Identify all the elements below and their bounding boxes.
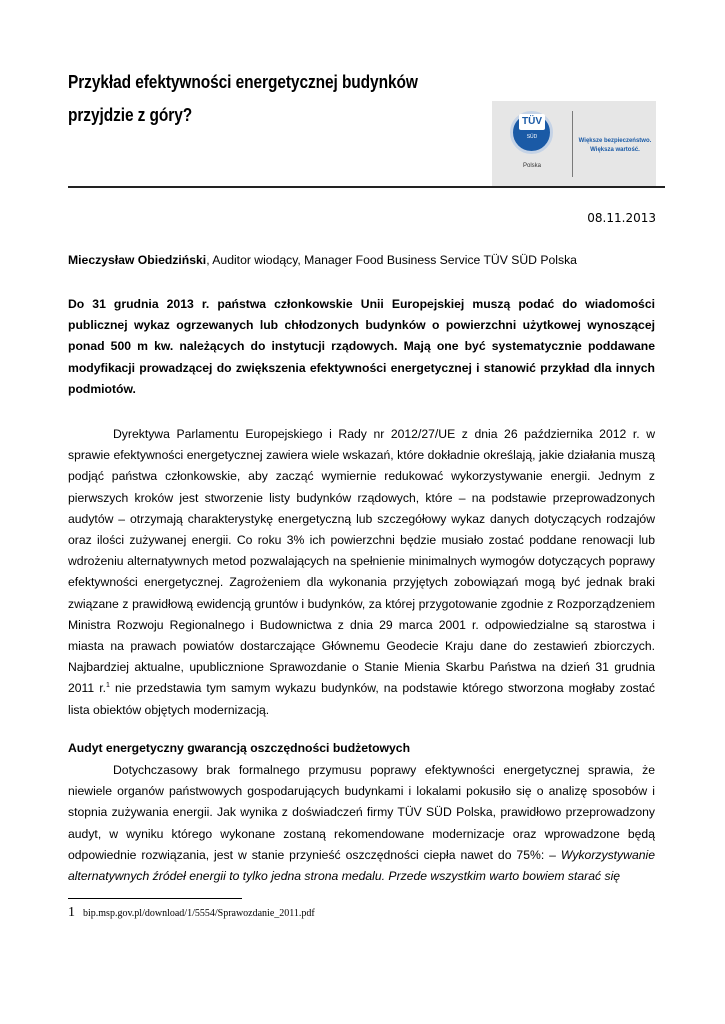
author-name: Mieczysław Obiedziński — [68, 253, 207, 267]
footnote-link[interactable]: bip.msp.gov.pl/download/1/5554/Sprawozdanie_2011.pdf — [83, 908, 315, 919]
footnote — [68, 905, 315, 921]
section-heading: Audyt energetyczny gwarancją oszczędności budżetowych — [68, 741, 411, 755]
paragraph-text: Dyrektywa Parlamentu Europejskiego i Rady nr 2012/27/UE z dnia 26 października 2012 r. w sprawie efektywności energetycznej zawiera wiele wskazań, które dokładnie określają, jakie działania muszą podjąć państwa członkowskie, aby zacząć wymiernie redukować wykorzystywanie energii. Jednym z pierwszych kroków jest stworzenie listy budynków rządowych, które – na podstawie przeprowadzonych audytów – otrzymają charakterystykę energetyczną lub szczegółowy wykaz danych dotyczących rodzajów oraz ilości zużywanej energii. Co roku 3% ich powierzchni będzie musiało zostać poddane renowacji lub wdrożeniu alternatywnych metod pozwalających na spełnienie minimalnych wymogów dotyczących poprawy efektywności energetycznej. Zagrożeniem dla wykonania przyjętych zobowiązań mogą być jednak braki związane z prawidłową ewidencją gruntów i budynków, za której przygotowanie zgodnie z Rozporządzeniem Ministra Rozwoju Regionalnego i Budownictwa z dnia 29 marca 2001 r. odpowiedzialne są starostwa i miasta na prawach powiatów dostarczające Głównemu Geodecie Kraju dane do zestawień zbiorczych. Najbardziej aktualne, upublicznione Sprawozdanie o Stanie Mienia Skarbu Państwa na dzień 31 grudnia 2011 r. — [68, 427, 655, 696]
paragraph-text-continued: nie przedstawia tym samym wykazu budynków, na podstawie którego stworzona mogłaby zostać lista obiektów objętych modernizacją. — [68, 681, 655, 717]
header-divider — [68, 186, 665, 188]
publication-date: 08.11.2013 — [587, 211, 656, 225]
logo-slogan — [576, 137, 654, 155]
title-line-2: przyjdzie z góry? — [68, 105, 193, 125]
tuv-sud-logo — [492, 101, 656, 186]
lead-paragraph: Do 31 grudnia 2013 r. państwa członkowskie Unii Europejskiej muszą podać do wiadomości publicznej wykaz ogrzewanych lub chłodzonych budynków o powierzchni użytkowej wynoszącej ponad 500 m kw. należących do instytucji rządowych. Mają one być systematycznie poddawane modyfikacji prowadzącej do zwiększenia efektywności energetycznej i stanowić przykład dla innych podmiotów. — [68, 297, 655, 396]
paragraph-text: Dotychczasowy brak formalnego przymusu poprawy efektywności energetycznej sprawia, że niewiele organów państwowych gospodarujących budynkami i lokalami pokusiło się o analizę sposobów i stopnia zużywania energii. Jak wynika z doświadczeń firmy TÜV SÜD Polska, prawidłowo przeprowadzony audyt, w wyniku którego wykonane zostaną rekomendowane modernizacje oraz wprowadzone będą odpowiednie rozwiązania, jest w stanie przynieść oszczędności ciepła nawet do 75%: – — [68, 763, 655, 862]
logo-divider — [572, 111, 573, 177]
footnote-reference: 1 — [106, 682, 110, 690]
quote-text: Wykorzystywanie alternatywnych źródeł energii to tylko jedna strona medalu. Przede wszystkim warto bowiem starać się — [68, 847, 655, 884]
body-paragraph-2 — [68, 760, 655, 887]
footnote-separator — [68, 898, 242, 899]
body-paragraph-1 — [68, 424, 655, 721]
logo-slogan-line-1: Większe bezpieczeństwo. — [578, 138, 652, 144]
title-line-1: Przykład efektywności energetycznej budynków — [68, 72, 418, 92]
logo-brand: TÜV — [519, 114, 545, 130]
author-role: , Auditor wiodący, Manager Food Business Service TÜV SÜD Polska — [206, 253, 577, 267]
footnote-number: 1 — [68, 905, 75, 920]
logo-country: Polska — [522, 163, 541, 169]
logo-slogan-line-2: Większa wartość. — [590, 147, 640, 153]
page-title — [68, 66, 429, 132]
logo-sub: SÜD — [526, 134, 538, 140]
author-line — [68, 253, 668, 267]
